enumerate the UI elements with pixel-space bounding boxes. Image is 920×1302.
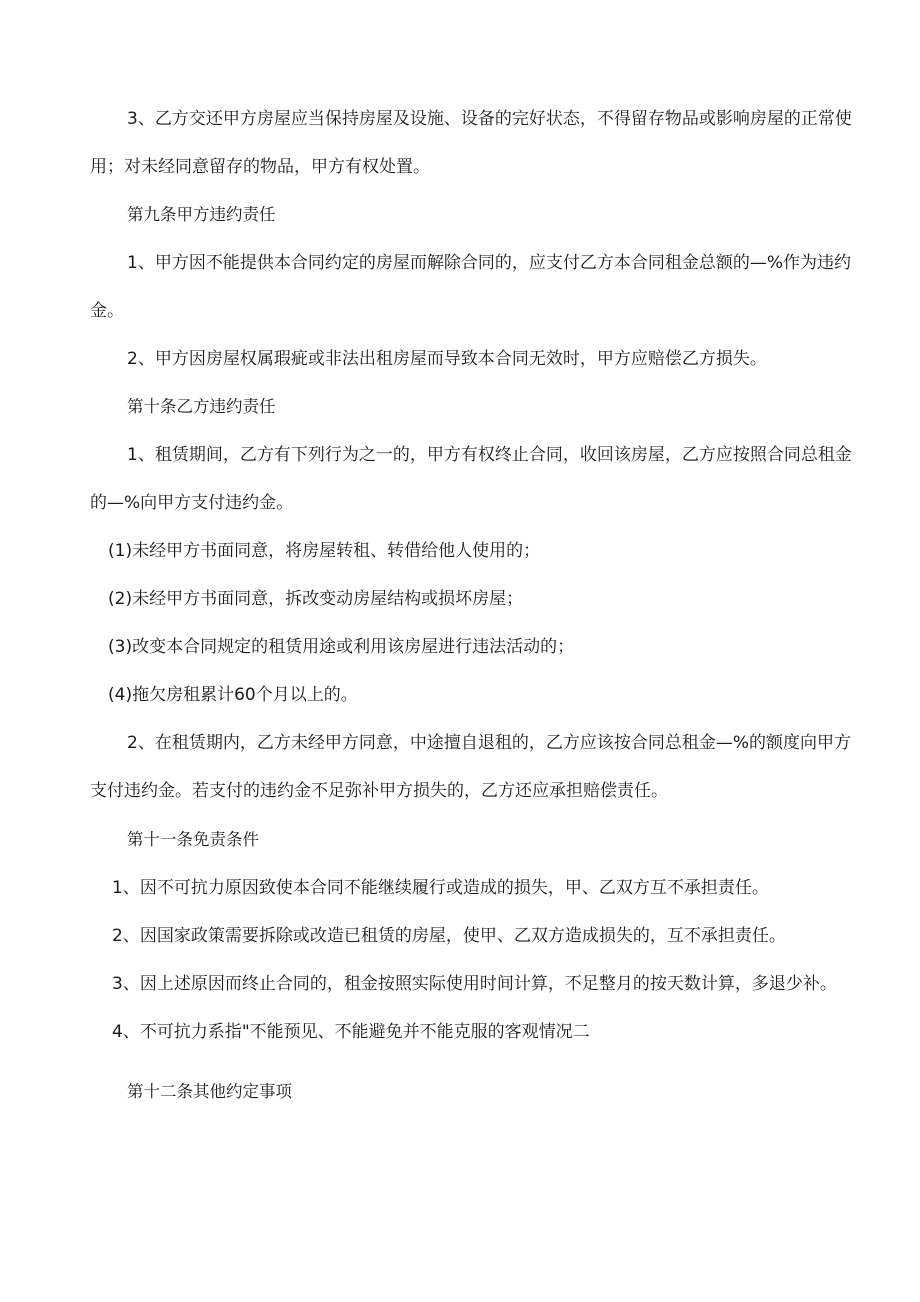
list-item: 2、因国家政策需要拆除或改造已租赁的房屋，使甲、乙双方造成损失的，互不承担责任。 [112, 926, 786, 946]
section-heading: 第九条甲方违约责任 [127, 205, 276, 224]
section-heading: 第十条乙方违约责任 [127, 397, 276, 416]
section-heading: 第十二条其他约定事项 [127, 1082, 292, 1101]
section-heading: 第十一条免责条件 [127, 830, 259, 849]
list-item: 4、不可抗力系指"不能预见、不能避免并不能克服的客观情况二 [112, 1022, 590, 1042]
list-item: (1)未经甲方书面同意，将房屋转租、转借给他人使用的； [108, 541, 541, 561]
paragraph-line: 用；对未经同意留存的物品，甲方有权处置。 [90, 157, 430, 177]
list-item: (2)未经甲方书面同意，拆改变动房屋结构或损坏房屋； [108, 589, 524, 609]
paragraph-line: 的—%向甲方支付违约金。 [90, 493, 294, 513]
paragraph-line: 金。 [90, 301, 124, 321]
paragraph-line: 2、在租赁期内，乙方未经甲方同意，中途擅自退租的，乙方应该按合同总租金—%的额度向甲方 [127, 733, 851, 753]
list-item: (4)拖欠房租累计60个月以上的。 [108, 685, 358, 705]
list-item: 3、因上述原因而终止合同的，租金按照实际使用时间计算，不足整月的按天数计算，多退少补。 [112, 974, 837, 994]
paragraph-line: 3、乙方交还甲方房屋应当保持房屋及设施、设备的完好状态，不得留存物品或影响房屋的正常使 [127, 109, 852, 129]
list-item: 1、因不可抗力原因致使本合同不能继续履行或造成的损失，甲、乙双方互不承担责任。 [112, 878, 769, 898]
paragraph-line: 1、租赁期间，乙方有下列行为之一的，甲方有权终止合同，收回该房屋，乙方应按照合同总租金 [127, 445, 852, 465]
paragraph-line: 1、甲方因不能提供本合同约定的房屋而解除合同的，应支付乙方本合同租金总额的—%作为违约 [127, 253, 851, 273]
paragraph-line: 支付违约金。若支付的违约金不足弥补甲方损失的，乙方还应承担赔偿责任。 [90, 781, 668, 801]
paragraph-line: 2、甲方因房屋权属瑕疵或非法出租房屋而导致本合同无效时，甲方应赔偿乙方损失。 [127, 349, 767, 369]
list-item: (3)改变本合同规定的租赁用途或利用该房屋进行违法活动的； [108, 637, 575, 657]
